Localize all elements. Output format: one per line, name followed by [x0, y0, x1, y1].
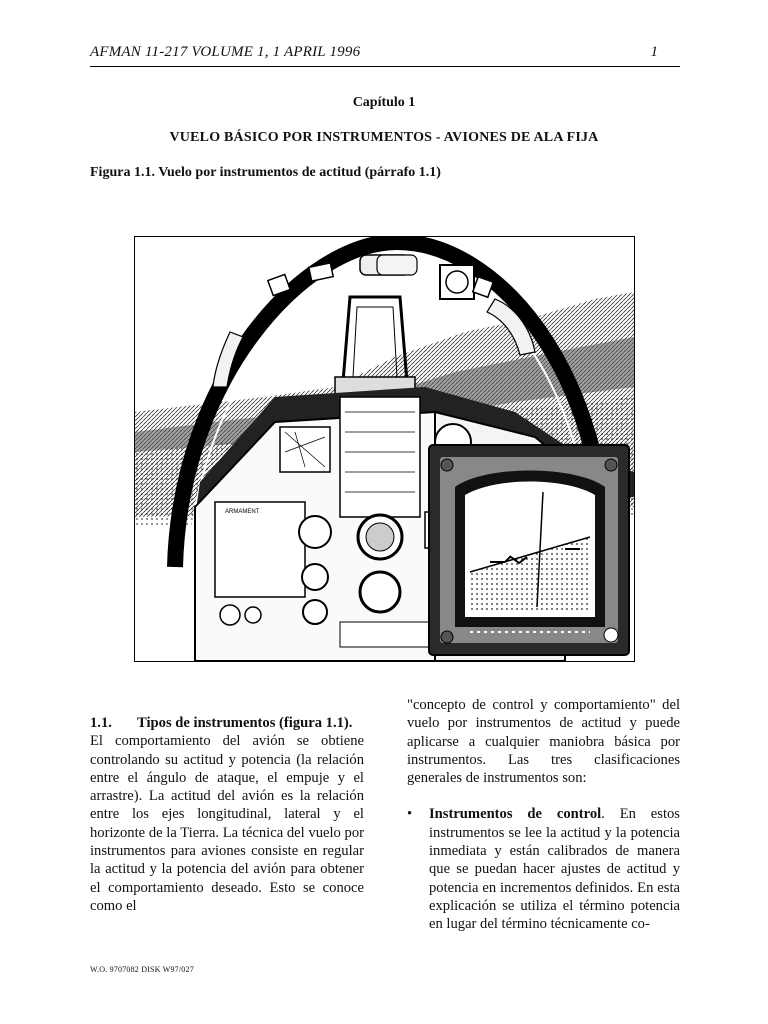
armament-panel-label: ARMAMENT: [225, 509, 260, 515]
section-number: 1.1.: [90, 715, 112, 731]
hud-frame: [335, 297, 415, 395]
running-header: [90, 44, 680, 67]
bullet-text: . En estos instrumentos se lee la actitud y la potencia inmediata y están calibrados de manera que se puedan hacer ajustes de actitud y potencia en incrementos definidos. En esta explicación se utiliza el término potencia en lugar del término técnicamente co-: [429, 806, 680, 933]
figure-caption: Figura 1.1. Vuelo por instrumentos de actitud (párrafo 1.1): [90, 165, 441, 180]
cockpit-illustration: [134, 236, 635, 662]
page-footer: W.O. 9707082 DISK W97/027: [90, 965, 194, 974]
section-heading-line: [90, 714, 364, 732]
text-column-left: [90, 714, 364, 915]
text-column-right: [407, 696, 680, 934]
bullet-term: Instrumentos de control: [429, 806, 602, 823]
body-paragraph-left: El comportamiento del avión se obtiene controlando su actitud y potencia (la relación entre el ángulo de ataque, el empuje y el arrastre). La actitud del avión es la relación entre los ejes longitudinal, lateral y el horizonte de la Tierra. La técnica del vuelo por instrumentos para aviones consiste en regular la actitud y la potencia del avión para obtener el comportamiento deseado. Esto se conoce como el: [90, 733, 364, 914]
chapter-heading: Capítulo 1: [352, 95, 416, 110]
section-heading: Tipos de instrumentos (figura 1.1).: [137, 715, 353, 731]
page-number: 1: [650, 44, 658, 60]
header-document-id: AFMAN 11-217 VOLUME 1, 1 APRIL 1996: [90, 44, 361, 60]
bullet-item: [407, 805, 680, 933]
body-paragraph-right: "concepto de control y comportamiento" del vuelo por instrumentos de actitud y puede aplicarse a cualquier maniobra básica por instrumentos. Las tres clasificaciones generales de instrumentos son:: [407, 697, 680, 787]
attitude-indicator-inset: [429, 445, 629, 655]
bullet-marker: •: [407, 806, 413, 823]
chapter-title: VUELO BÁSICO POR INSTRUMENTOS - AVIONES DE ALA FIJA: [169, 130, 599, 145]
